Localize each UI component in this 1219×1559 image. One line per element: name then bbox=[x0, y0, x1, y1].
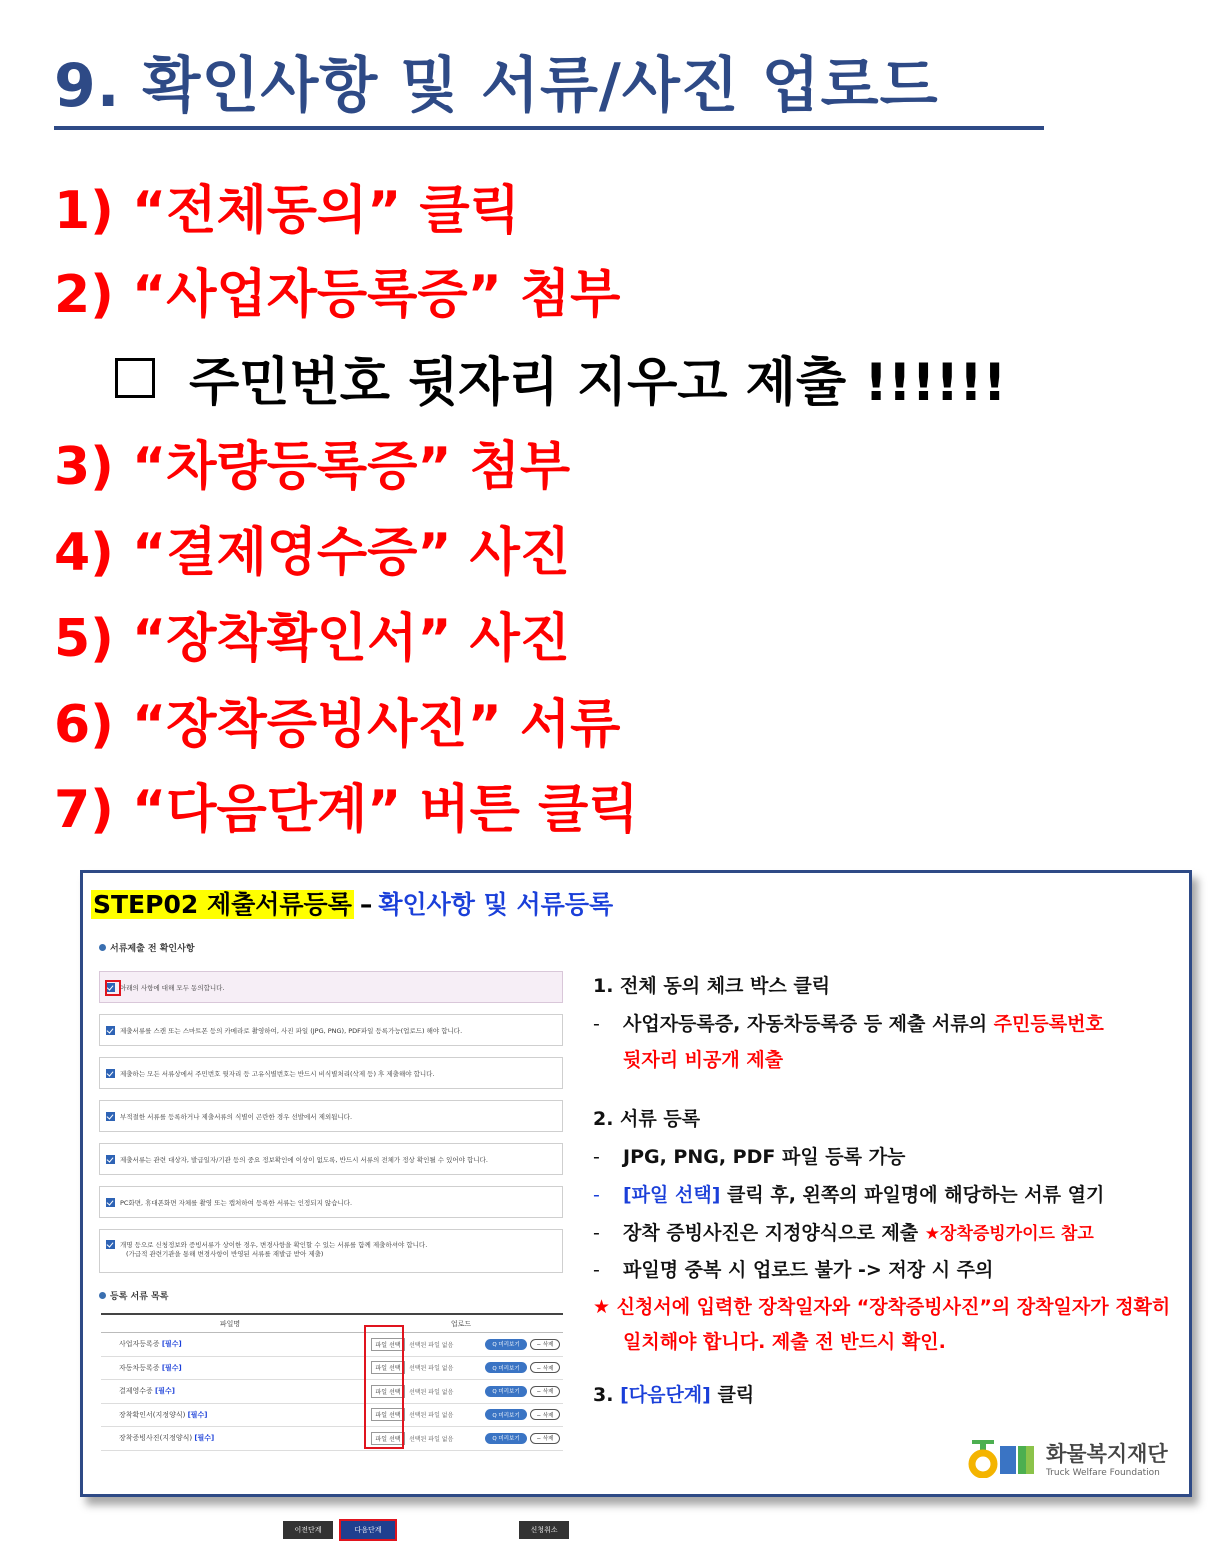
instruction-1a: - 사업자등록증, 자동차등록증 등 제출 서류의 주민등록번호 bbox=[593, 1013, 1104, 1035]
delete-button[interactable]: − 삭제 bbox=[530, 1409, 560, 1420]
step-5: 5) “장착확인서” 사진 bbox=[54, 609, 571, 669]
delete-button[interactable]: − 삭제 bbox=[530, 1339, 560, 1350]
table-row: 장착증빙사진(지정양식) [필수] 파일 선택 선택된 파일 없음 Q 미리보기 − 삭제 bbox=[101, 1427, 563, 1451]
agree-row[interactable]: 제출하는 모든 서류상에서 주민번호 뒷자리 등 고유식별번호는 반드시 비식별처리(삭제 등) 후 제출해야 합니다. bbox=[99, 1057, 563, 1089]
checkbox-icon[interactable] bbox=[106, 1026, 115, 1035]
file-select-focus-box bbox=[364, 1325, 404, 1449]
agree-row[interactable]: PC화면, 휴대폰화면 자체를 촬영 또는 캡처하여 등록한 서류는 인정되지 않습니다. bbox=[99, 1186, 563, 1218]
step-6: 6) “장착증빙사진” 서류 bbox=[54, 695, 621, 755]
screenshot-panel bbox=[80, 870, 1192, 1534]
panel-header-dash: – bbox=[359, 890, 373, 919]
column-upload: 업로드 bbox=[450, 1319, 472, 1328]
instruction-star-2: 일치해야 합니다. 제출 전 반드시 확인. bbox=[623, 1331, 946, 1353]
delete-button[interactable]: − 삭제 bbox=[530, 1386, 560, 1397]
checkbox-icon[interactable] bbox=[106, 1112, 115, 1121]
agree-all-focus-box bbox=[105, 980, 121, 996]
table-row: 장착확인서(지정양식) [필수] 파일 선택 선택된 파일 없음 Q 미리보기 − 삭제 bbox=[101, 1404, 563, 1428]
step-4: 4) “결제영수증” 사진 bbox=[54, 523, 571, 583]
table-row: 사업자등록증 [필수] 파일 선택 선택된 파일 없음 Q 미리보기 − 삭제 bbox=[101, 1333, 563, 1357]
foundation-logo bbox=[968, 1438, 1168, 1478]
instruction-2b: - [파일 선택] 클릭 후, 왼쪽의 파일명에 해당하는 서류 열기 bbox=[593, 1184, 1105, 1206]
preview-button[interactable]: Q 미리보기 bbox=[485, 1433, 527, 1444]
file-select-button[interactable]: 파일 선택 bbox=[371, 1361, 405, 1374]
cancel-application-button[interactable]: 신청취소 bbox=[519, 1521, 569, 1539]
agree-row[interactable]: 부적절한 서류를 등록하거나 제출서류의 식별이 곤란한 경우 선발에서 제외됩니다. bbox=[99, 1100, 563, 1132]
instruction-2: 2. 서류 등록 bbox=[593, 1108, 701, 1130]
checkbox-icon[interactable] bbox=[106, 1155, 115, 1164]
file-select-button[interactable]: 파일 선택 bbox=[371, 1432, 405, 1445]
page-title: 9. 확인사항 및 서류/사진 업로드 bbox=[54, 51, 939, 121]
agree-row[interactable]: 제출서류는 관련 대상자, 발급일자/기관 등의 중요 정보확인에 이상이 없도록, 반드시 서류의 전체가 정상 확인될 수 있어야 합니다. bbox=[99, 1143, 563, 1175]
note-text: 주민번호 뒷자리 지우고 제출 !!!!!! bbox=[189, 353, 1007, 413]
panel-header-step: STEP02 제출서류등록 bbox=[93, 890, 352, 919]
step-1: 1) “전체동의” 클릭 bbox=[54, 181, 520, 241]
checkbox-icon[interactable] bbox=[106, 1069, 115, 1078]
delete-button[interactable]: − 삭제 bbox=[530, 1362, 560, 1373]
step-2: 2) “사업자등록증” 첨부 bbox=[54, 265, 621, 325]
column-filename: 파일명 bbox=[219, 1319, 241, 1328]
file-table-header bbox=[101, 1313, 563, 1333]
preview-button[interactable]: Q 미리보기 bbox=[485, 1362, 527, 1373]
file-select-button[interactable]: 파일 선택 bbox=[371, 1385, 405, 1398]
checkbox-square-icon bbox=[115, 358, 155, 398]
agree-all-row[interactable]: 아래의 사항에 대해 모두 동의합니다. bbox=[99, 971, 563, 1003]
table-row: 결제영수증 [필수] 파일 선택 선택된 파일 없음 Q 미리보기 − 삭제 bbox=[101, 1380, 563, 1404]
resident-number-note bbox=[115, 340, 1007, 415]
instruction-star-1: ★ 신청서에 입력한 장착일자와 “장착증빙사진”의 장착일자가 정확히 bbox=[593, 1296, 1171, 1318]
instruction-3: 3. [다음단계] 클릭 bbox=[593, 1384, 755, 1406]
panel-header-subtitle: 확인사항 및 서류등록 bbox=[378, 890, 614, 919]
title-underline bbox=[54, 126, 1044, 130]
preview-button[interactable]: Q 미리보기 bbox=[485, 1386, 527, 1397]
panel-header bbox=[91, 885, 613, 921]
foundation-logo-icon bbox=[968, 1438, 1040, 1478]
foundation-name-ko: 화물복지재단 bbox=[1046, 1442, 1168, 1466]
delete-button[interactable]: − 삭제 bbox=[530, 1433, 560, 1444]
agree-row[interactable]: 개명 등으로 신청정보와 증빙서류가 상이한 경우, 변경사항을 확인할 수 있는 서류를 함께 제출하셔야 합니다. (가급적 관련기관을 통해 변경사항이 반영된 서류를 재발급 받아 제출) bbox=[99, 1229, 563, 1273]
file-select-button[interactable]: 파일 선택 bbox=[371, 1408, 405, 1421]
step-7: 7) “다음단계” 버튼 클릭 bbox=[54, 780, 639, 840]
section-title-checklist: 서류제출 전 확인사항 bbox=[99, 941, 195, 954]
section-title-file-list: 등록 서류 목록 bbox=[99, 1289, 168, 1302]
table-row: 자동차등록증 [필수] 파일 선택 선택된 파일 없음 Q 미리보기 − 삭제 bbox=[101, 1357, 563, 1381]
agree-row[interactable]: 제출서류를 스캔 또는 스마트폰 등의 카메라로 촬영하여, 사진 파일 (JPG, PNG), PDF파일 등록가능(업로드) 해야 합니다. bbox=[99, 1014, 563, 1046]
preview-button[interactable]: Q 미리보기 bbox=[485, 1409, 527, 1420]
next-step-button[interactable]: 다음단계 bbox=[341, 1521, 395, 1539]
bullet-icon bbox=[99, 944, 106, 951]
checkbox-icon[interactable] bbox=[106, 1240, 115, 1249]
instruction-2c: - 장착 증빙사진은 지정양식으로 제출 ★장착증빙가이드 참고 bbox=[593, 1222, 1094, 1244]
file-select-button[interactable]: 파일 선택 bbox=[371, 1338, 405, 1351]
submission-form bbox=[91, 935, 566, 1534]
prev-step-button[interactable]: 이전단계 bbox=[283, 1521, 333, 1539]
checkbox-icon[interactable] bbox=[106, 1198, 115, 1207]
step-3: 3) “차량등록증” 첨부 bbox=[54, 437, 571, 497]
bullet-icon bbox=[99, 1292, 106, 1299]
instruction-2d: - 파일명 중복 시 업로드 불가 -> 저장 시 주의 bbox=[593, 1259, 994, 1281]
preview-button[interactable]: Q 미리보기 bbox=[485, 1339, 527, 1350]
file-table bbox=[101, 1313, 563, 1451]
instruction-2a: - JPG, PNG, PDF 파일 등록 가능 bbox=[593, 1146, 906, 1168]
foundation-name-en: Truck Welfare Foundation bbox=[1046, 1468, 1160, 1478]
instruction-1: 1. 전체 동의 체크 박스 클릭 bbox=[593, 975, 831, 997]
instruction-1b: 뒷자리 비공개 제출 bbox=[623, 1049, 784, 1071]
